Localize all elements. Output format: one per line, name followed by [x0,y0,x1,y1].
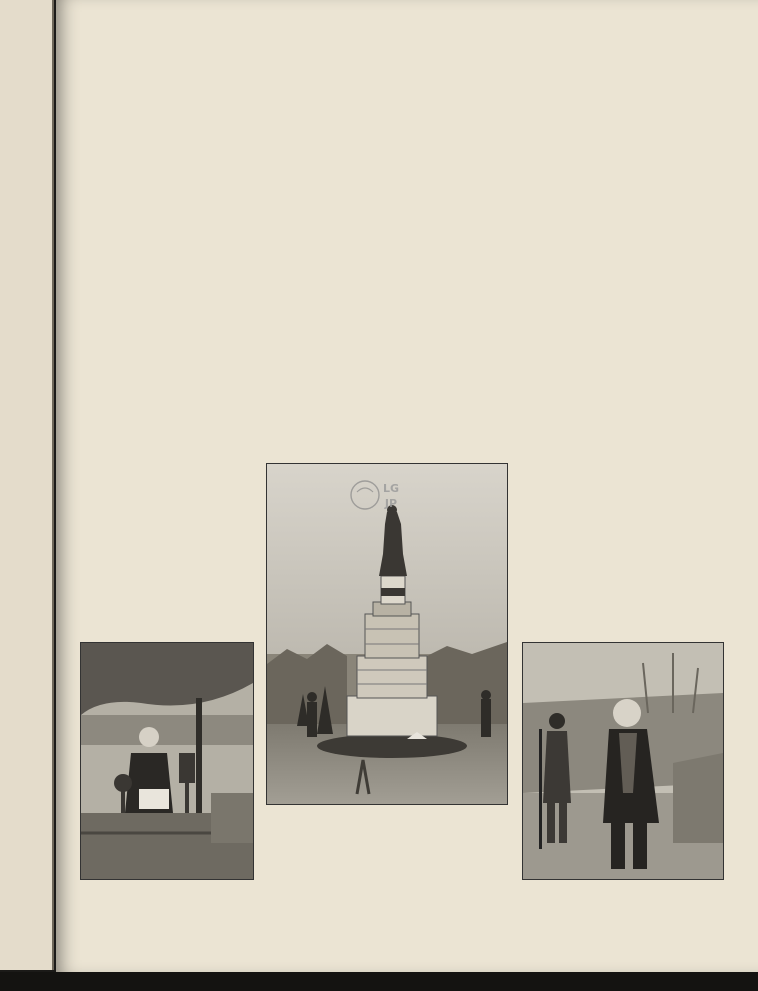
monument-photo [266,463,508,805]
bottom-edge [0,972,758,991]
stamp-letters-bottom: JP [384,497,398,510]
salute-illustration [523,643,723,879]
speaker-photo [80,642,254,880]
adjacent-page-strip [0,0,54,970]
magazine-page [56,0,758,972]
collection-stamp [349,472,409,518]
speaker-illustration [81,643,253,879]
stamp-letters-top: LG [382,482,400,495]
salute-photo [522,642,724,880]
